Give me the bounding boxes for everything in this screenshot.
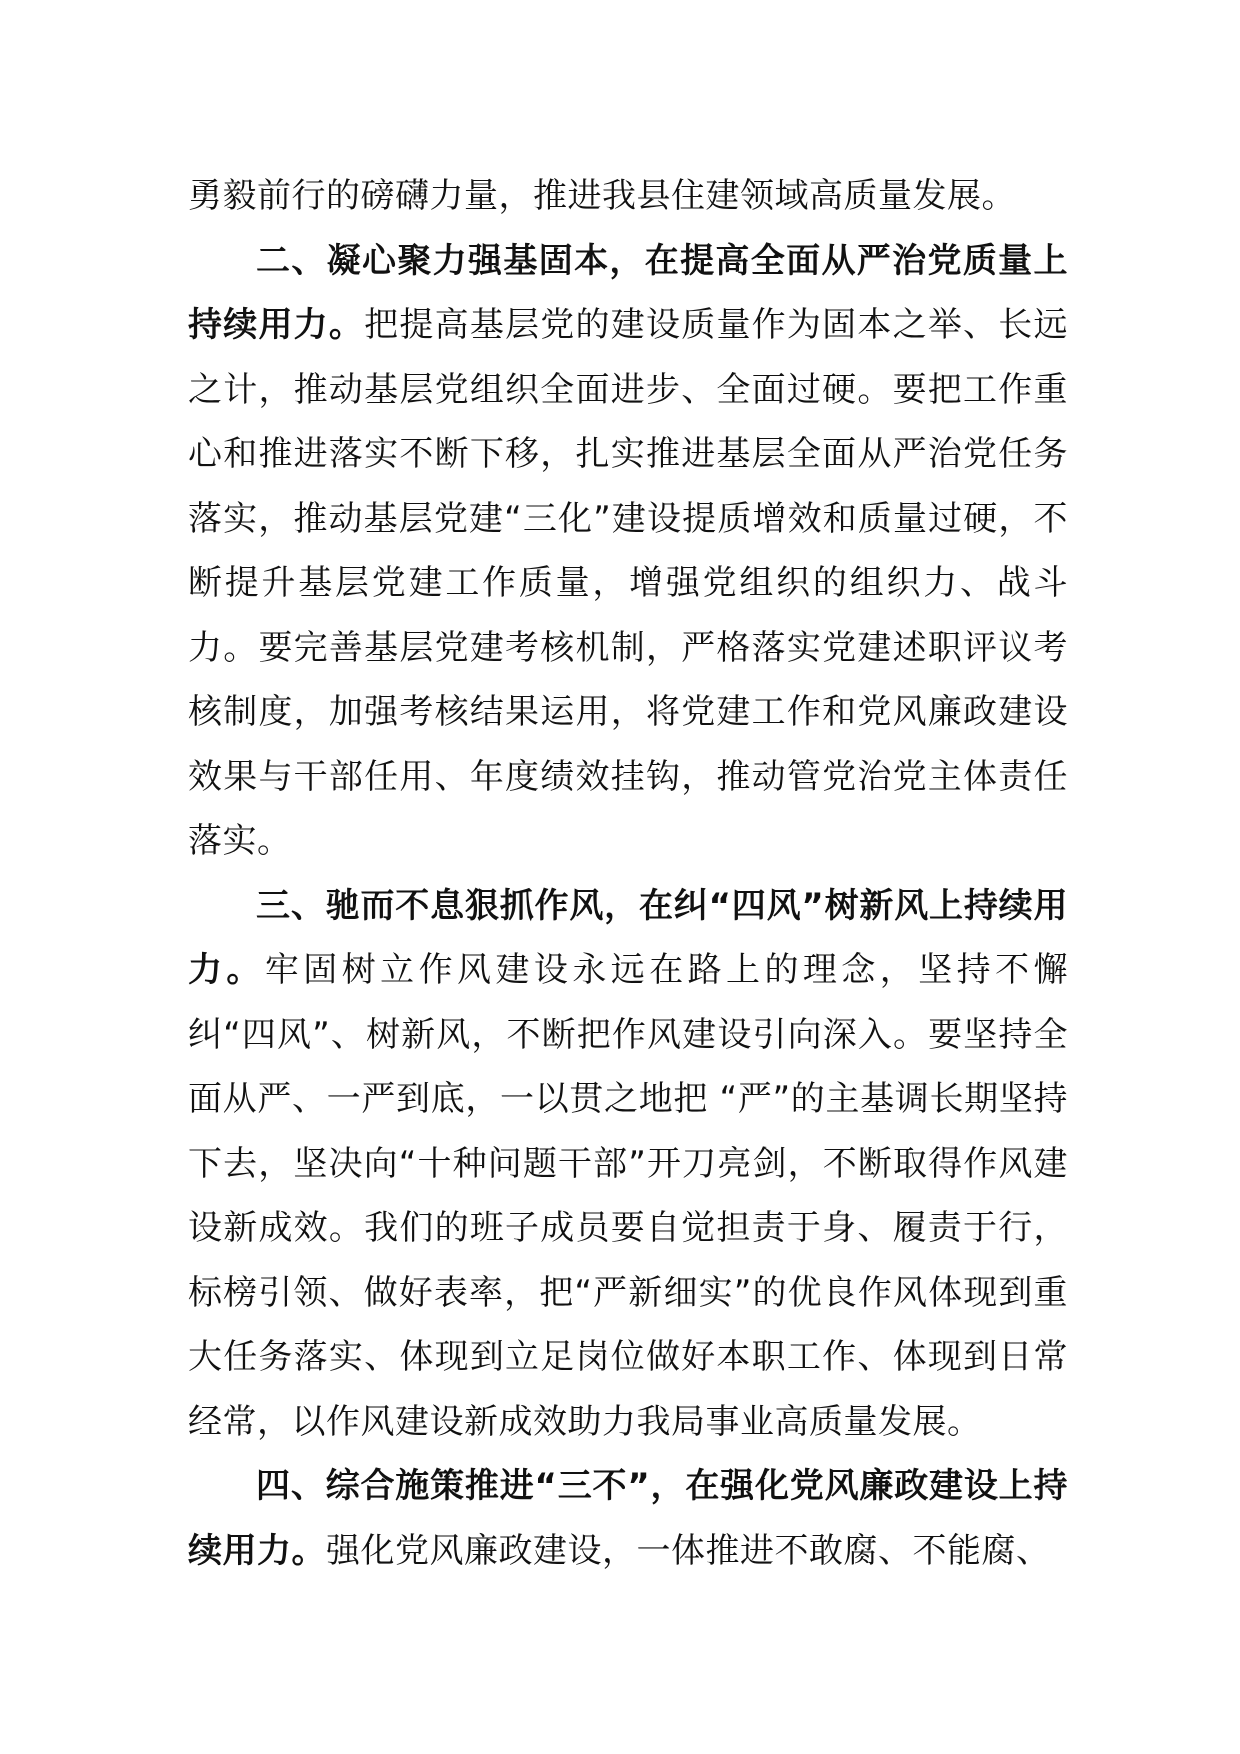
paragraph-3-heading: 三、驰而不息狠抓作风，在纠“四风”树新风上持续用力。 [188,885,1068,990]
paragraph-2-heading: 二、凝心聚力强基固本，在提高全面从严治党质量上持续用力。 [188,240,1068,345]
paragraph-1-text: 勇毅前行的磅礴力量，推进我县住建领域高质量发展。 [188,176,1016,216]
paragraph-4-text: 强化党风廉政建设，一体推进不敢腐、不能腐、 [326,1530,1051,1571]
paragraph-2-text: 把提高基层党的建设质量作为固本之举、长远之计，推动基层党组织全面进步、全面过硬。要把工作重心和推进落实不断下移，扎实推进基层全面从严治党任务落实，推动基层党建“三化”建设提质增效和质量过硬，不断提升基层党建工作质量，增强党组织的组织力、战斗力。要完善基层党建考核机制，严格落实党建述职评议考核制度，加强考核结果运用，将党建工作和党风廉政建设效果与干部任用、年度绩效挂钩，推动管党治党主体责任落实。 [188,305,1069,861]
paragraph-3-text: 牢固树立作风建设永远在路上的理念，坚持不懈纠“四风”、树新风，不断把作风建设引向深入。要坚持全面从严、一严到底，一以贯之地把 “严”的主基调长期坚持下去，坚决向“十种问题干部”开刀亮剑，不断取得作风建设新成效。我们的班子成员要自觉担责于身、履责于行，标榜引领、做好表率，把“严新细实”的优良作风体现到重大任务落实、体现到立足岗位做好本职工作、体现到日常经常，以作风建设新成效助力我局事业高质量发展。 [188,950,1069,1442]
paragraph-2 [188,229,1068,874]
paragraph-4 [188,1454,1068,1583]
paragraph-4-heading: 四、综合施策推进“三不”，在强化党风廉政建设上持续用力。 [188,1466,1068,1571]
paragraph-1 [188,164,1068,229]
paragraph-3 [188,874,1068,1455]
document-body [188,164,1068,1583]
